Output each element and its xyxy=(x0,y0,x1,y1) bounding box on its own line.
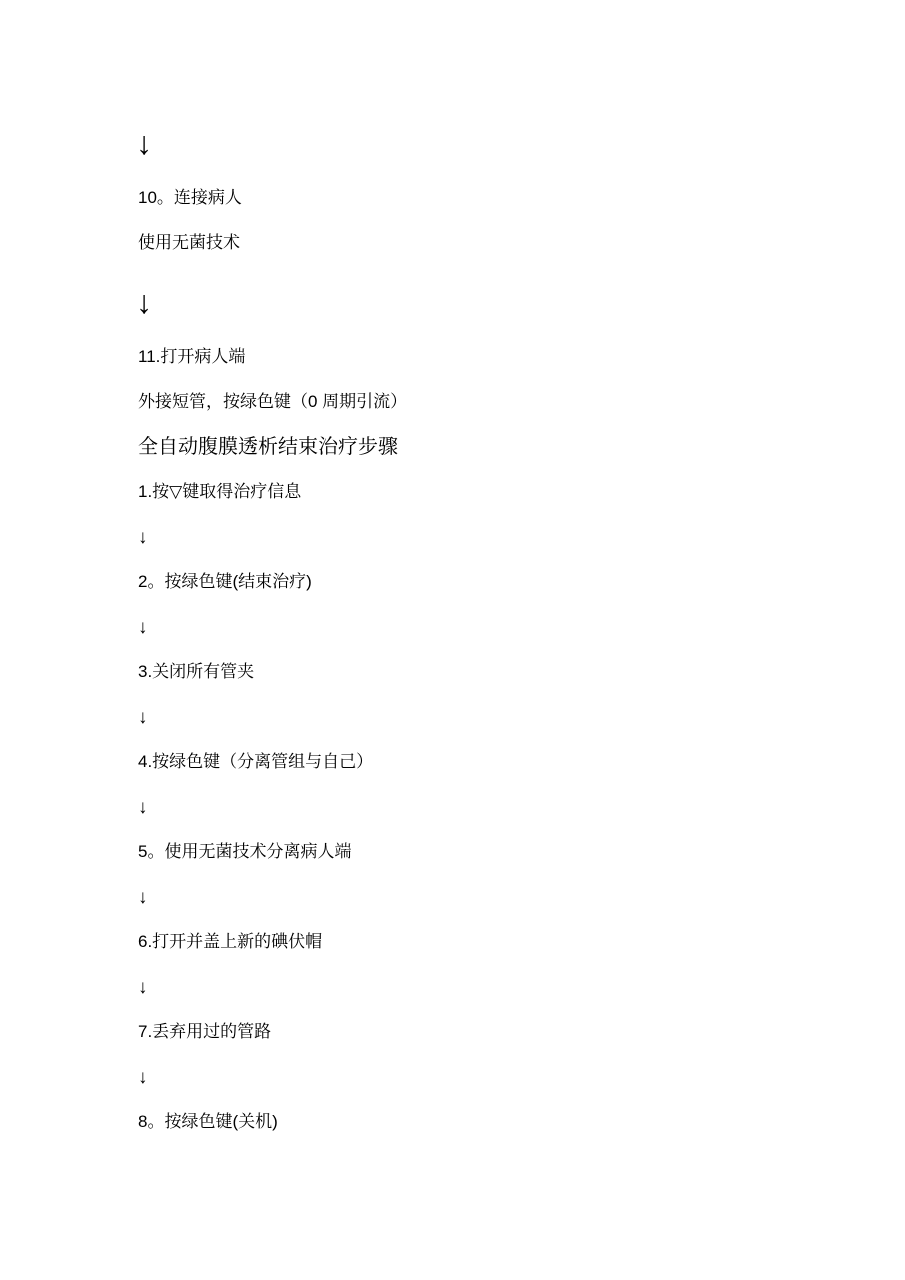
end-step-7: 7.丢弃用过的管路 xyxy=(138,1022,272,1041)
step-11-note: 外接短管，按绿色键（0 周期引流） xyxy=(138,392,408,411)
end-step-4: 4.按绿色键（分离管组与自己） xyxy=(138,752,374,771)
end-step-1: 1.按▽键取得治疗信息 xyxy=(138,482,302,501)
step-11-title: 11.打开病人端 xyxy=(138,347,246,366)
down-arrow-icon: ↓ xyxy=(138,707,148,728)
down-arrow-icon: ↓ xyxy=(138,887,148,908)
end-step-6: 6.打开并盖上新的碘伏帽 xyxy=(138,932,323,951)
end-step-8: 8。按绿色键(关机) xyxy=(138,1112,278,1131)
down-arrow-icon: ↓ xyxy=(136,284,152,320)
step-10-note: 使用无菌技术 xyxy=(138,233,240,252)
down-arrow-icon: ↓ xyxy=(138,527,148,548)
down-arrow-icon: ↓ xyxy=(138,617,148,638)
down-arrow-icon: ↓ xyxy=(138,977,148,998)
section-heading: 全自动腹膜透析结束治疗步骤 xyxy=(138,436,398,458)
end-step-2: 2。按绿色键(结束治疗) xyxy=(138,572,312,591)
down-arrow-icon: ↓ xyxy=(138,1067,148,1088)
step-10-title: 10。连接病人 xyxy=(138,188,242,207)
down-arrow-icon: ↓ xyxy=(138,797,148,818)
end-step-3: 3.关闭所有管夹 xyxy=(138,662,255,681)
end-step-5: 5。使用无菌技术分离病人端 xyxy=(138,842,352,861)
down-arrow-icon: ↓ xyxy=(136,125,152,161)
